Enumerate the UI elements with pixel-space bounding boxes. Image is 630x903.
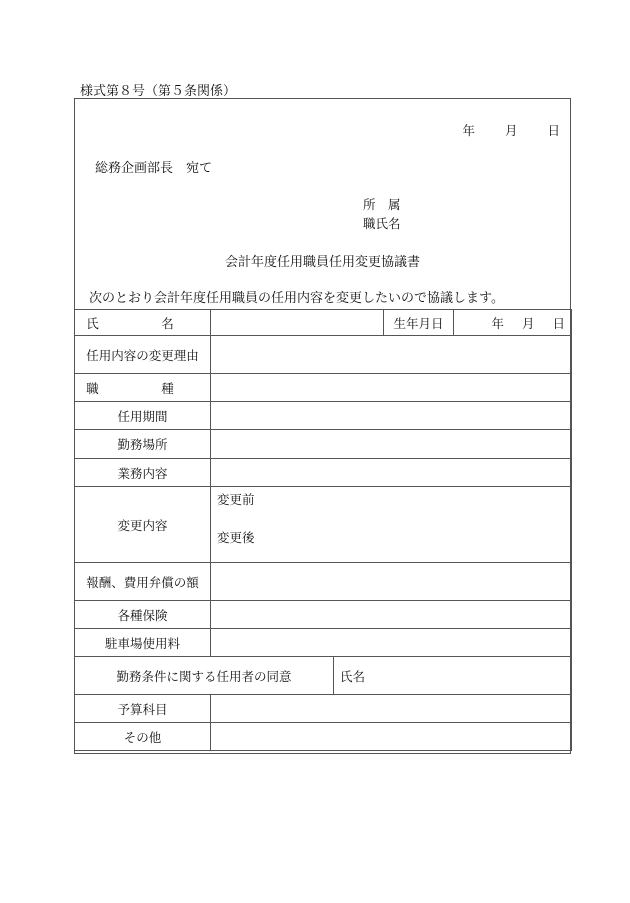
table-row-name bbox=[75, 310, 572, 336]
job-type-value-cell[interactable] bbox=[211, 374, 572, 402]
change-after-label: 変更後 bbox=[217, 530, 255, 545]
insurance-value-cell[interactable] bbox=[211, 601, 572, 629]
consent-label: 勤務条件に関する任用者の同意 bbox=[75, 657, 334, 695]
table-row-insurance bbox=[75, 601, 572, 629]
duties-label: 業務内容 bbox=[75, 459, 211, 487]
form-frame bbox=[74, 98, 571, 754]
birthdate-year: 年 bbox=[491, 315, 504, 331]
change-value-cell[interactable] bbox=[211, 487, 572, 563]
birthdate-value-cell[interactable] bbox=[454, 310, 572, 336]
parking-value-cell[interactable] bbox=[211, 629, 572, 657]
workplace-label: 勤務場所 bbox=[75, 430, 211, 459]
date-line bbox=[432, 121, 560, 139]
table-row-job-type bbox=[75, 374, 572, 402]
table-row-budget bbox=[75, 695, 572, 723]
duties-value-cell[interactable] bbox=[211, 459, 572, 487]
table-row-reason bbox=[75, 336, 572, 374]
table-row-period bbox=[75, 402, 572, 430]
addressee: 総務企画部長 宛て bbox=[95, 161, 213, 176]
budget-value-cell[interactable] bbox=[211, 695, 572, 723]
budget-label: 予算科目 bbox=[75, 695, 211, 723]
period-value-cell[interactable] bbox=[211, 402, 572, 430]
form-table bbox=[74, 309, 572, 751]
form-number: 様式第８号（第５条関係） bbox=[80, 84, 237, 99]
reason-value-cell[interactable] bbox=[211, 336, 572, 374]
document-title: 会計年度任用職員任用変更協議書 bbox=[224, 255, 420, 270]
table-row-compensation bbox=[75, 563, 572, 601]
consent-name-label: 氏名 bbox=[340, 668, 366, 684]
sender-affiliation: 所 属 bbox=[363, 197, 401, 212]
date-year-label: 年 bbox=[462, 123, 475, 138]
reason-label: 任用内容の変更理由 bbox=[75, 336, 211, 374]
table-row-workplace bbox=[75, 430, 572, 459]
change-label: 変更内容 bbox=[75, 487, 211, 563]
consent-value-cell[interactable] bbox=[334, 657, 572, 695]
name-value-cell[interactable] bbox=[211, 310, 384, 336]
insurance-label: 各種保険 bbox=[75, 601, 211, 629]
job-type-label-cell bbox=[75, 374, 211, 402]
birthdate-label-cell bbox=[384, 310, 454, 336]
table-row-parking bbox=[75, 629, 572, 657]
birthdate-month: 月 bbox=[521, 315, 535, 331]
compensation-label: 報酬、費用弁償の額 bbox=[75, 563, 211, 601]
job-type-label: 職 種 bbox=[86, 380, 199, 396]
table-row-other bbox=[75, 723, 572, 751]
birthdate-label: 生年月日 bbox=[393, 315, 444, 331]
sender-name: 職氏名 bbox=[363, 216, 401, 231]
period-label: 任用期間 bbox=[75, 402, 211, 430]
birthdate-day: 日 bbox=[552, 315, 565, 331]
change-before-label: 変更前 bbox=[217, 492, 255, 507]
date-month-label: 月 bbox=[504, 123, 518, 138]
table-row-consent bbox=[75, 657, 572, 695]
sender-block bbox=[363, 195, 401, 233]
compensation-value-cell[interactable] bbox=[211, 563, 572, 601]
form-header bbox=[75, 99, 570, 309]
table-row-change bbox=[75, 487, 572, 563]
date-day-label: 日 bbox=[547, 123, 560, 138]
intro-text: 次のとおり会計年度任用職員の任用内容を変更したいので協議します。 bbox=[89, 291, 504, 306]
other-label: その他 bbox=[75, 723, 211, 751]
name-label-cell bbox=[75, 310, 211, 336]
workplace-value-cell[interactable] bbox=[211, 430, 572, 459]
name-label: 氏 名 bbox=[86, 315, 199, 331]
table-row-duties bbox=[75, 459, 572, 487]
other-value-cell[interactable] bbox=[211, 723, 572, 751]
parking-label: 駐車場使用料 bbox=[75, 629, 211, 657]
